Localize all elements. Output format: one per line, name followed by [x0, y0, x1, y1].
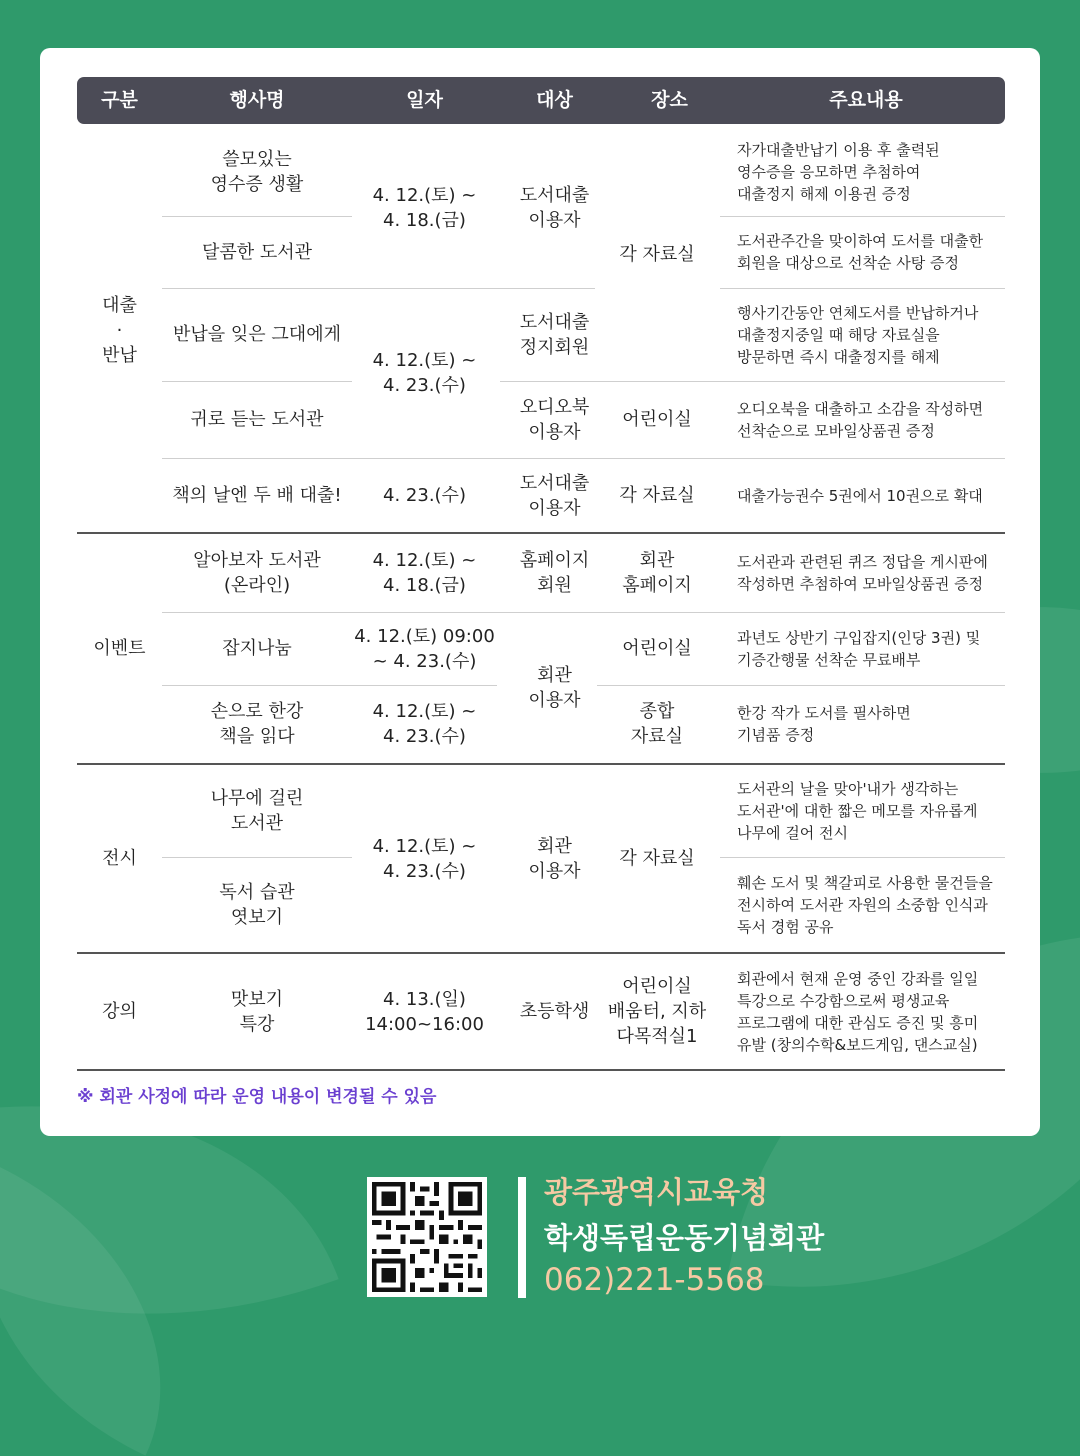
- row-divider: [162, 685, 497, 686]
- event-date: 4. 13.(일) 14:00~16:00: [365, 988, 484, 1035]
- event-content: 오디오북을 대출하고 소감을 작성하면 선착순으로 모바일상품권 증정: [737, 399, 984, 440]
- org-name-line1: 광주광역시교육청: [544, 1175, 769, 1209]
- event-content: 과년도 상반기 구입잡지(인당 3권) 및 기증간행물 선착순 무료배부: [737, 628, 981, 669]
- table-bottom-border: [77, 1069, 1005, 1071]
- change-notice: ※ 회관 사정에 따라 운영 내용이 변경될 수 있음: [77, 1087, 437, 1107]
- event-target: 오디오북 이용자: [519, 396, 590, 443]
- event-name: 달콤한 도서관: [201, 241, 313, 263]
- phone-number: 062)221-5568: [544, 1262, 765, 1298]
- group-label: 대출 · 반납: [102, 294, 137, 366]
- event-place: 각 자료실: [619, 244, 695, 265]
- schedule-card: [40, 48, 1040, 1136]
- event-content: 한강 작가 도서를 필사하면 기념품 증정: [737, 704, 911, 744]
- group-label: 이벤트: [93, 638, 146, 659]
- divider-bar: [518, 1177, 526, 1298]
- header-division: 구분: [101, 89, 138, 111]
- event-content: 도서관주간을 맞이하여 도서를 대출한 회원을 대상으로 선착순 사탕 증정: [737, 232, 984, 272]
- header-date: 일자: [406, 89, 443, 111]
- event-name: 책의 날엔 두 배 대출!: [172, 485, 342, 506]
- event-target: 도서대출 정지회원: [519, 311, 590, 358]
- event-name: 알아보자 도서관 (온라인): [193, 550, 321, 596]
- event-place: 각 자료실: [619, 848, 695, 869]
- group-divider: [77, 952, 1005, 954]
- event-content: 대출가능권수 5권에서 10권으로 확대: [737, 486, 983, 505]
- event-name: 맛보기 특강: [230, 988, 284, 1035]
- event-place: 어린이실: [622, 409, 692, 430]
- qr-code-icon[interactable]: [367, 1177, 487, 1297]
- event-date: 4. 12.(토) ~ 4. 18.(금): [372, 185, 477, 231]
- event-name: 나무에 걸린 도서관: [210, 788, 304, 834]
- event-date: 4. 12.(토) ~ 4. 23.(수): [372, 701, 477, 747]
- event-target: 홈페이지 회원: [519, 550, 590, 596]
- event-place: 각 자료실: [619, 485, 695, 506]
- row-divider: [720, 288, 1005, 289]
- row-divider: [162, 381, 352, 382]
- event-content: 자가대출반납기 이용 후 출력된 영수증을 응모하면 추첨하여 대출정지 해제 이용권 증정: [737, 141, 940, 203]
- row-divider: [162, 458, 1005, 459]
- event-date: 4. 12.(토) 09:00 ~ 4. 23.(수): [354, 625, 495, 672]
- event-target: 회관 이용자: [528, 664, 581, 711]
- event-content: 도서관의 날을 맞아'내가 생각하는 도서관'에 대한 짧은 메모를 자유롭게 나무에 걸어 전시: [737, 780, 978, 842]
- event-place: 종합 자료실: [630, 701, 684, 747]
- row-divider: [720, 216, 1005, 217]
- header-event-name: 행사명: [229, 89, 285, 111]
- event-name: 쓸모있는 영수증 생활: [210, 149, 304, 195]
- event-target: 초등학생: [519, 1001, 590, 1022]
- event-place: 어린이실: [622, 638, 692, 659]
- row-divider: [162, 288, 595, 289]
- org-name-line2: 학생독립운동기념회관: [544, 1221, 825, 1255]
- event-target: 도서대출 이용자: [519, 185, 590, 231]
- event-name: 잡지나눔: [222, 638, 292, 659]
- event-content: 회관에서 현재 운영 중인 강좌를 일일 특강으로 수강함으로써 평생교육 프로그램에 대한 관심도 증진 및 흥미 유발 (창의수학&보드게임, 댄스교실): [737, 969, 979, 1054]
- event-name: 독서 습관 엿보기: [219, 881, 295, 928]
- table-header: [77, 77, 1005, 124]
- event-date: 4. 23.(수): [383, 485, 466, 506]
- row-divider: [597, 685, 1005, 686]
- event-content: 행사기간동안 연체도서를 반납하거나 대출정지중일 때 해당 자료실을 방문하면 즉시 대출정지를 해제: [737, 303, 979, 366]
- group-label: 강의: [102, 1001, 137, 1022]
- event-name: 귀로 듣는 도서관: [190, 409, 324, 430]
- header-target: 대상: [536, 89, 573, 111]
- event-date: 4. 12.(토) ~ 4. 23.(수): [372, 835, 477, 882]
- event-date: 4. 12.(토) ~ 4. 23.(수): [372, 350, 477, 396]
- event-target: 회관 이용자: [528, 835, 581, 882]
- header-place: 장소: [651, 89, 688, 111]
- event-date: 4. 12.(토) ~ 4. 18.(금): [372, 550, 477, 596]
- event-place: 회관 홈페이지: [622, 550, 692, 596]
- header-content: 주요내용: [829, 89, 903, 111]
- row-divider: [720, 857, 1005, 858]
- group-divider: [77, 763, 1005, 765]
- row-divider: [162, 857, 352, 858]
- row-divider: [162, 612, 1005, 613]
- group-divider: [77, 532, 1005, 534]
- event-content: 도서관과 관련된 퀴즈 정답을 게시판에 작성하면 추첨하여 모바일상품권 증정: [737, 553, 988, 593]
- event-name: 손으로 한강 책을 읽다: [210, 701, 304, 747]
- event-name: 반납을 잊은 그대에게: [173, 324, 341, 345]
- event-target: 도서대출 이용자: [519, 472, 590, 519]
- event-place: 어린이실 배움터, 지하 다목적실1: [607, 976, 707, 1047]
- row-divider: [162, 216, 352, 217]
- event-content: 훼손 도서 및 책갈피로 사용한 물건들을 전시하여 도서관 자원의 소중함 인식과 독서 경험 공유: [737, 873, 993, 936]
- group-label: 전시: [102, 848, 137, 869]
- row-divider: [500, 381, 1005, 382]
